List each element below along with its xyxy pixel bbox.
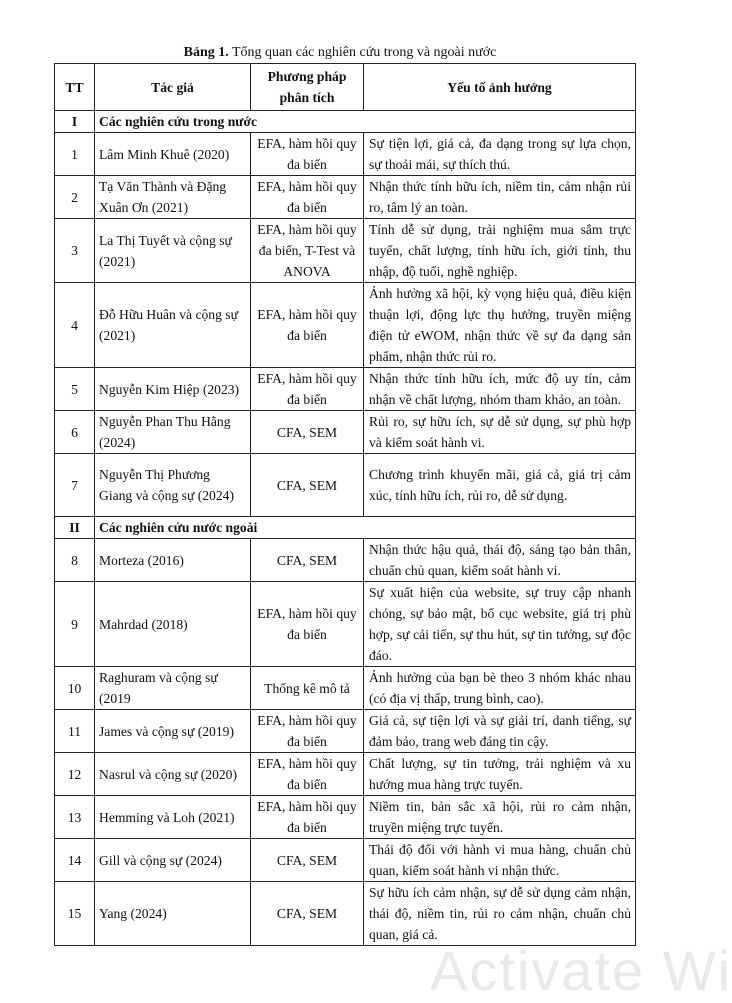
- row-method: EFA, hàm hồi quy đa biến: [251, 283, 364, 368]
- row-author: Nguyễn Kim Hiệp (2023): [95, 368, 251, 411]
- row-method: EFA, hàm hồi quy đa biến: [251, 753, 364, 796]
- row-method: CFA, SEM: [251, 839, 364, 882]
- row-factors: Nhận thức tính hữu ích, niềm tin, cảm nhận rủi ro, tâm lý an toàn.: [364, 176, 636, 219]
- row-number: 10: [55, 667, 95, 710]
- table-row: [55, 667, 636, 710]
- row-number: 7: [55, 454, 95, 517]
- section-header-row: [55, 111, 636, 133]
- table-row: [55, 710, 636, 753]
- section-number: II: [55, 517, 95, 539]
- row-factors: Rủi ro, sự hữu ích, sự dễ sử dụng, sự phù hợp và kiểm soát hành vi.: [364, 411, 636, 454]
- row-factors: Sự xuất hiện của website, sự truy cập nhanh chóng, sự bảo mật, bố cục website, giá trị phù hợp, sự cải tiến, sự thu hút, sự tin tưởng, sự độc đáo.: [364, 582, 636, 667]
- row-author: Tạ Văn Thành và Đặng Xuân Ơn (2021): [95, 176, 251, 219]
- row-factors: Chất lượng, sự tin tưởng, trải nghiệm và xu hướng mua hàng trực tuyến.: [364, 753, 636, 796]
- row-author: Đỗ Hữu Huân và cộng sự (2021): [95, 283, 251, 368]
- row-method: Thống kê mô tả: [251, 667, 364, 710]
- row-author: Hemming và Loh (2021): [95, 796, 251, 839]
- section-title: Các nghiên cứu trong nước: [95, 111, 636, 133]
- row-number: 4: [55, 283, 95, 368]
- row-method: EFA, hàm hồi quy đa biến, T-Test và ANOVA: [251, 219, 364, 283]
- table-row: [55, 219, 636, 283]
- row-factors: Thái độ đối với hành vi mua hàng, chuẩn chủ quan, kiểm soát hành vi nhận thức.: [364, 839, 636, 882]
- row-number: 2: [55, 176, 95, 219]
- table-row: [55, 454, 636, 517]
- row-method: EFA, hàm hồi quy đa biến: [251, 582, 364, 667]
- header-row: [55, 64, 636, 111]
- caption-text: Tổng quan các nghiên cứu trong và ngoài nước: [228, 45, 497, 60]
- row-factors: Tính dễ sử dụng, trải nghiệm mua sắm trực tuyến, chất lượng, tính hữu ích, giới tính, thu nhập, độ tuổi, nghề nghiệp.: [364, 219, 636, 283]
- table-row: [55, 882, 636, 946]
- table-row: [55, 368, 636, 411]
- row-number: 6: [55, 411, 95, 454]
- section-number: I: [55, 111, 95, 133]
- row-author: James và cộng sự (2019): [95, 710, 251, 753]
- header-tt: TT: [55, 64, 95, 111]
- header-factors: Yếu tố ảnh hưởng: [364, 64, 636, 111]
- row-factors: Ảnh hưởng xã hội, kỳ vọng hiệu quả, điều kiện thuận lợi, động lực thụ hưởng, truyền miệng điện tử eWOM, nhận thức về sự đa dạng sản phẩm, nhận thức rủi ro.: [364, 283, 636, 368]
- row-number: 14: [55, 839, 95, 882]
- row-method: CFA, SEM: [251, 882, 364, 946]
- row-author: La Thị Tuyết và cộng sự (2021): [95, 219, 251, 283]
- row-method: EFA, hàm hồi quy đa biến: [251, 796, 364, 839]
- row-method: EFA, hàm hồi quy đa biến: [251, 710, 364, 753]
- table-row: [55, 176, 636, 219]
- table-row: [55, 411, 636, 454]
- row-number: 15: [55, 882, 95, 946]
- caption-label: Bảng 1.: [183, 45, 229, 60]
- row-author: Yang (2024): [95, 882, 251, 946]
- row-factors: Nhận thức tính hữu ích, mức độ uy tín, cảm nhận về chất lượng, nhóm tham khảo, an toàn.: [364, 368, 636, 411]
- table-row: [55, 539, 636, 582]
- studies-table: [54, 63, 636, 946]
- row-author: Gill và cộng sự (2024): [95, 839, 251, 882]
- row-factors: Chương trình khuyến mãi, giá cả, giá trị cảm xúc, tính hữu ích, rủi ro, dễ sử dụng.: [364, 454, 636, 517]
- header-method: Phương pháp phân tích: [251, 64, 364, 111]
- header-author: Tác giả: [95, 64, 251, 111]
- row-method: CFA, SEM: [251, 454, 364, 517]
- row-number: 3: [55, 219, 95, 283]
- activate-windows-watermark: Activate Wi: [430, 939, 732, 1002]
- row-author: Raghuram và cộng sự (2019: [95, 667, 251, 710]
- row-factors: Niềm tin, bản sắc xã hội, rủi ro cảm nhận, truyền miệng trực tuyến.: [364, 796, 636, 839]
- row-factors: Nhận thức hậu quả, thái độ, sáng tạo bản thân, chuẩn chủ quan, kiểm soát hành vi.: [364, 539, 636, 582]
- row-author: Nguyễn Phan Thu Hằng (2024): [95, 411, 251, 454]
- row-number: 1: [55, 133, 95, 176]
- row-factors: Sự tiện lợi, giá cả, đa dạng trong sự lựa chọn, sự thoải mái, sự thích thú.: [364, 133, 636, 176]
- row-author: Mahrdad (2018): [95, 582, 251, 667]
- table-row: [55, 839, 636, 882]
- row-author: Lâm Minh Khuê (2020): [95, 133, 251, 176]
- row-factors: Ảnh hưởng của bạn bè theo 3 nhóm khác nhau (có địa vị thấp, trung bình, cao).: [364, 667, 636, 710]
- table-row: [55, 582, 636, 667]
- section-title: Các nghiên cứu nước ngoài: [95, 517, 636, 539]
- row-method: EFA, hàm hồi quy đa biến: [251, 368, 364, 411]
- row-author: Morteza (2016): [95, 539, 251, 582]
- row-method: CFA, SEM: [251, 411, 364, 454]
- table-row: [55, 133, 636, 176]
- row-number: 9: [55, 582, 95, 667]
- row-number: 13: [55, 796, 95, 839]
- row-factors: Giá cả, sự tiện lợi và sự giải trí, danh tiếng, sự đảm bảo, trang web đáng tin cậy.: [364, 710, 636, 753]
- row-method: EFA, hàm hồi quy đa biến: [251, 176, 364, 219]
- table-row: [55, 753, 636, 796]
- row-author: Nguyễn Thị Phương Giang và cộng sự (2024): [95, 454, 251, 517]
- row-number: 5: [55, 368, 95, 411]
- table-row: [55, 283, 636, 368]
- table-row: [55, 796, 636, 839]
- section-header-row: [55, 517, 636, 539]
- row-number: 11: [55, 710, 95, 753]
- row-number: 12: [55, 753, 95, 796]
- row-method: CFA, SEM: [251, 539, 364, 582]
- table-caption: [0, 44, 680, 62]
- row-author: Nasrul và cộng sự (2020): [95, 753, 251, 796]
- row-method: EFA, hàm hồi quy đa biến: [251, 133, 364, 176]
- row-number: 8: [55, 539, 95, 582]
- row-factors: Sự hữu ích cảm nhận, sự dễ sử dụng cảm nhận, thái độ, niềm tin, rủi ro cảm nhận, chuẩn chủ quan, giá cả.: [364, 882, 636, 946]
